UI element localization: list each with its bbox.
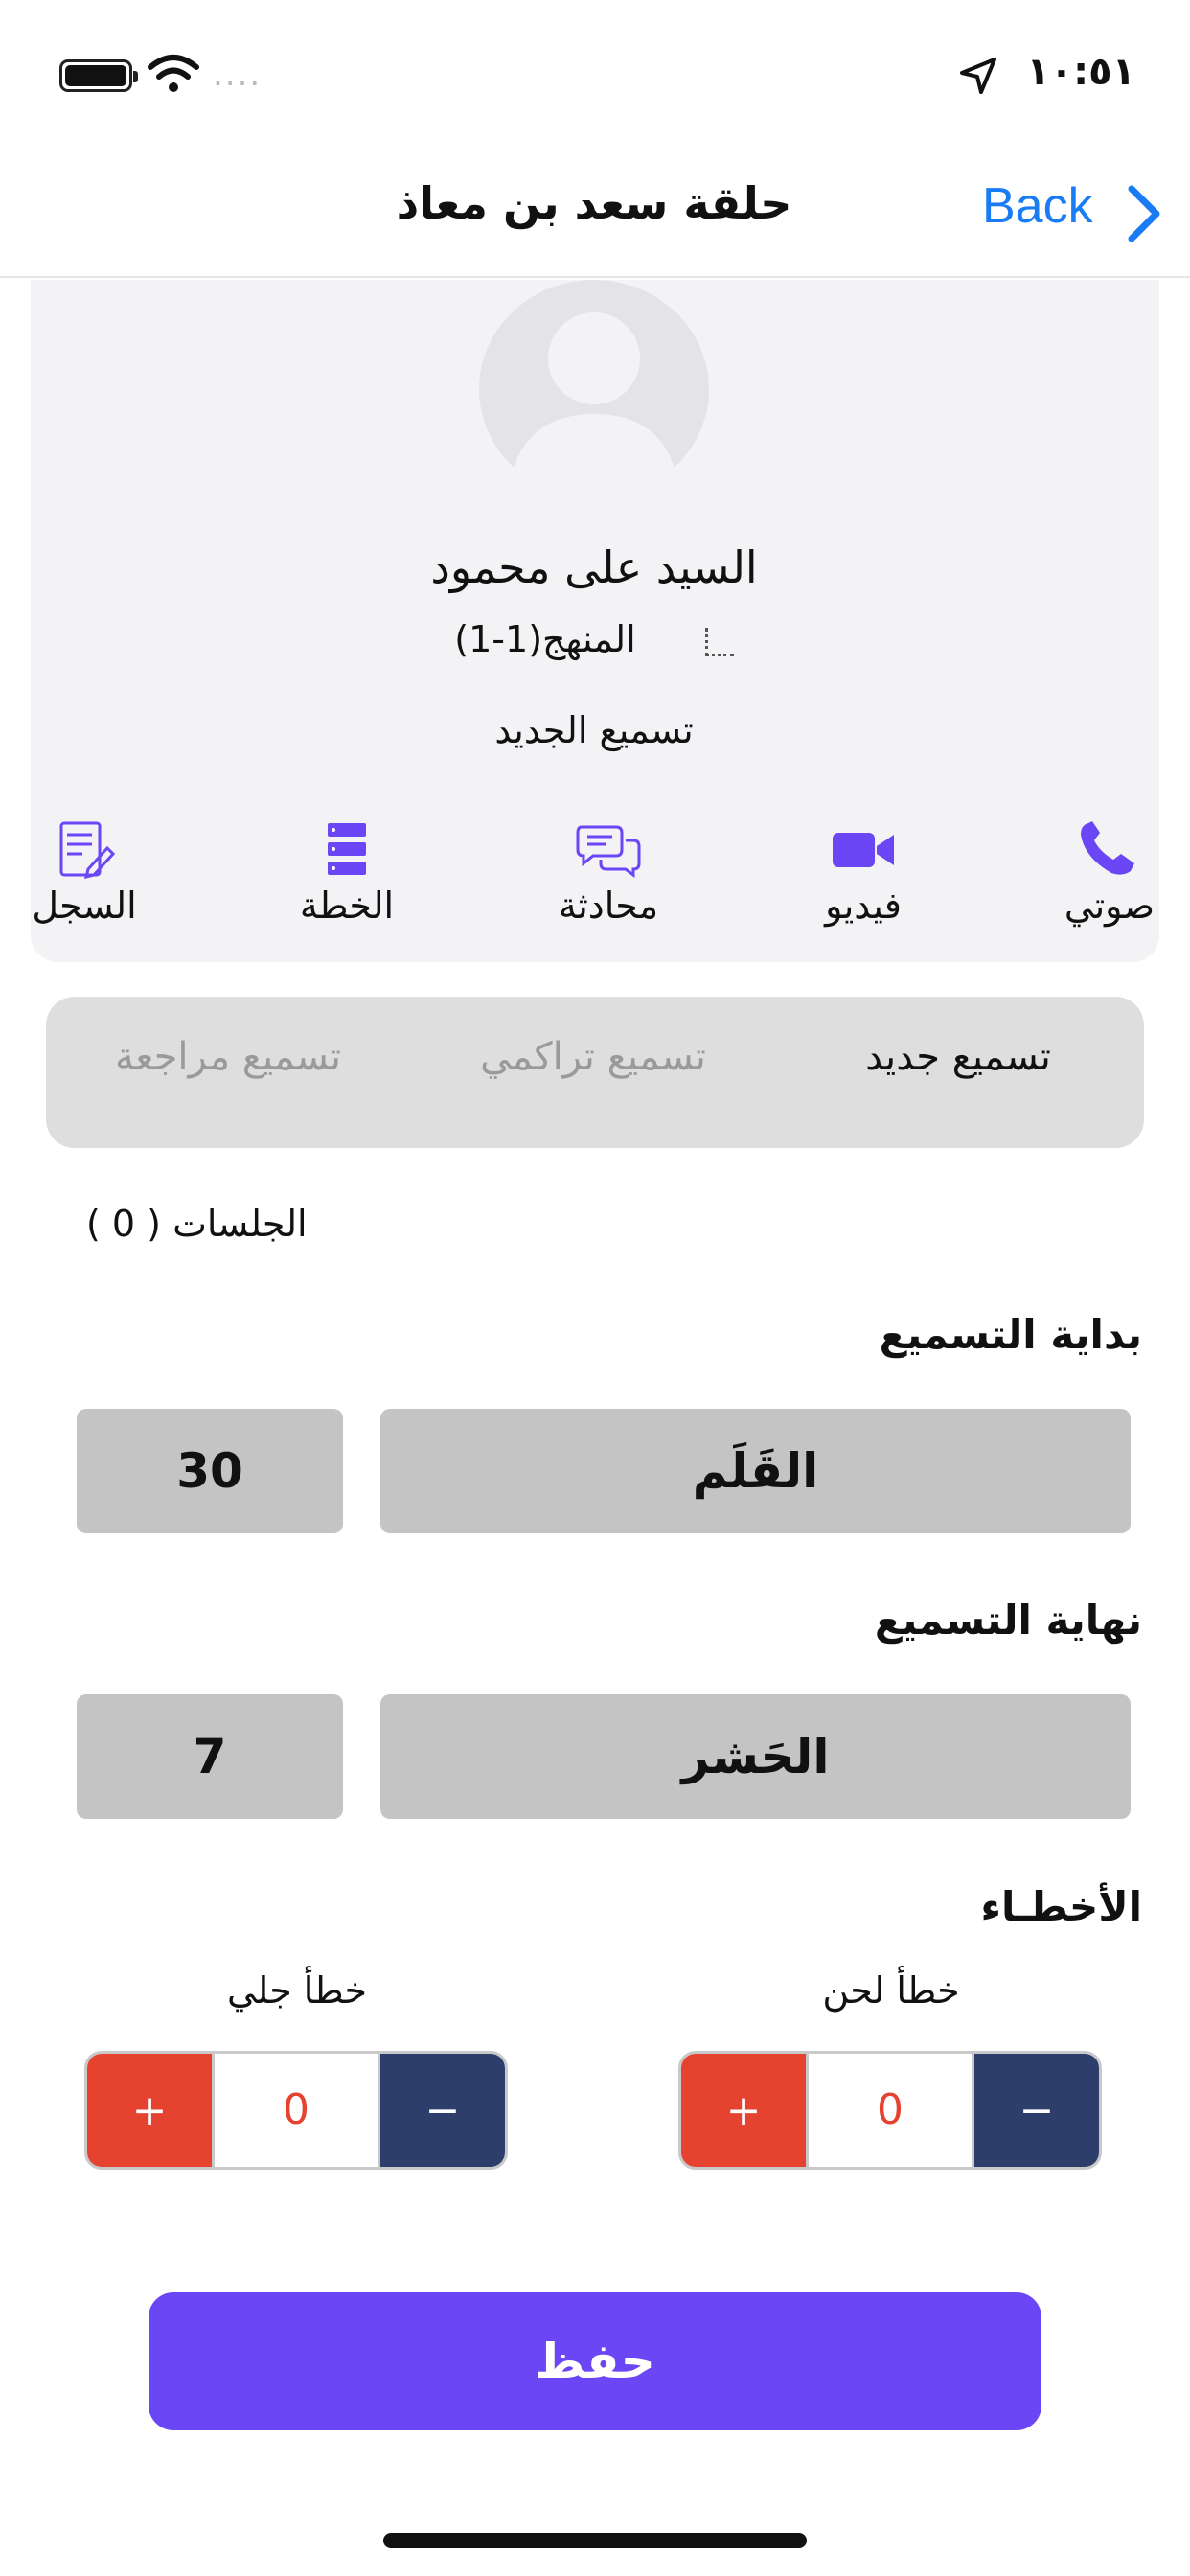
avatar bbox=[479, 280, 709, 498]
segment-cumulative-recitation[interactable]: تسميع تراكمي bbox=[480, 1035, 706, 1079]
melody-error-decrement-button[interactable]: − bbox=[974, 2054, 1099, 2167]
segment-review-recitation[interactable]: تسميع مراجعة bbox=[114, 1035, 342, 1079]
clear-error-label: خطأ جلي bbox=[226, 1969, 368, 2012]
student-name: السيد على محمود bbox=[430, 541, 758, 593]
melody-error-increment-button[interactable]: + bbox=[681, 2054, 806, 2167]
curriculum-icon bbox=[705, 628, 734, 656]
start-surah-field[interactable]: القَلَم bbox=[380, 1409, 1131, 1533]
segment-new-recitation[interactable]: تسميع جديد bbox=[865, 1035, 1051, 1079]
chat-button[interactable] bbox=[513, 819, 704, 927]
curriculum-row bbox=[287, 618, 901, 660]
melody-error-label: خطأ لحن bbox=[822, 1969, 960, 2012]
plan-button[interactable] bbox=[251, 819, 443, 927]
errors-section-title: الأخطـاء bbox=[980, 1883, 1142, 1930]
signal-icon: .... bbox=[213, 56, 263, 94]
status-time: ١٠:٥١ bbox=[1026, 50, 1135, 94]
end-section-title: نهاية التسميع bbox=[874, 1597, 1142, 1644]
chat-label: محادثة bbox=[558, 885, 659, 927]
back-label: Back bbox=[982, 178, 1093, 234]
plan-label: الخطة bbox=[299, 885, 395, 927]
clear-error-decrement-button[interactable]: − bbox=[380, 2054, 505, 2167]
melody-error-value: 0 bbox=[806, 2054, 974, 2167]
wifi-icon bbox=[147, 54, 200, 94]
audio-call-label: صوتي bbox=[1064, 885, 1156, 927]
clear-error-stepper bbox=[84, 2051, 508, 2170]
chat-icon bbox=[574, 819, 643, 879]
plan-icon bbox=[312, 819, 381, 879]
battery-icon bbox=[59, 59, 132, 92]
curriculum-label: المنهج(1-1) bbox=[454, 618, 636, 660]
log-icon bbox=[50, 819, 119, 879]
video-icon bbox=[829, 819, 898, 879]
nav-divider bbox=[0, 276, 1190, 278]
start-ayah-field[interactable]: 30 bbox=[77, 1409, 343, 1533]
end-surah-field[interactable]: الحَشر bbox=[380, 1694, 1131, 1819]
track-label: تسميع الجديد bbox=[494, 709, 694, 751]
person-placeholder-icon bbox=[479, 280, 709, 498]
end-ayah-field[interactable]: 7 bbox=[77, 1694, 343, 1819]
melody-error-stepper bbox=[678, 2051, 1102, 2170]
video-call-button[interactable] bbox=[767, 819, 959, 927]
clear-error-increment-button[interactable]: + bbox=[87, 2054, 212, 2167]
save-button[interactable]: حفظ bbox=[149, 2292, 1041, 2430]
audio-call-button[interactable] bbox=[1014, 819, 1190, 927]
home-indicator bbox=[383, 2533, 807, 2548]
back-button[interactable] bbox=[982, 177, 1174, 244]
start-section-title: بداية التسميع bbox=[879, 1311, 1142, 1358]
clear-error-value: 0 bbox=[212, 2054, 380, 2167]
page-title: حلقة سعد بن معاذ bbox=[396, 177, 792, 229]
log-label: السجل bbox=[32, 885, 137, 927]
sessions-count: الجلسات ( 0 ) bbox=[86, 1203, 308, 1245]
phone-icon bbox=[1075, 819, 1144, 879]
video-call-label: فيديو bbox=[825, 885, 902, 927]
chevron-right-icon bbox=[1122, 183, 1166, 244]
log-button[interactable] bbox=[0, 819, 180, 927]
